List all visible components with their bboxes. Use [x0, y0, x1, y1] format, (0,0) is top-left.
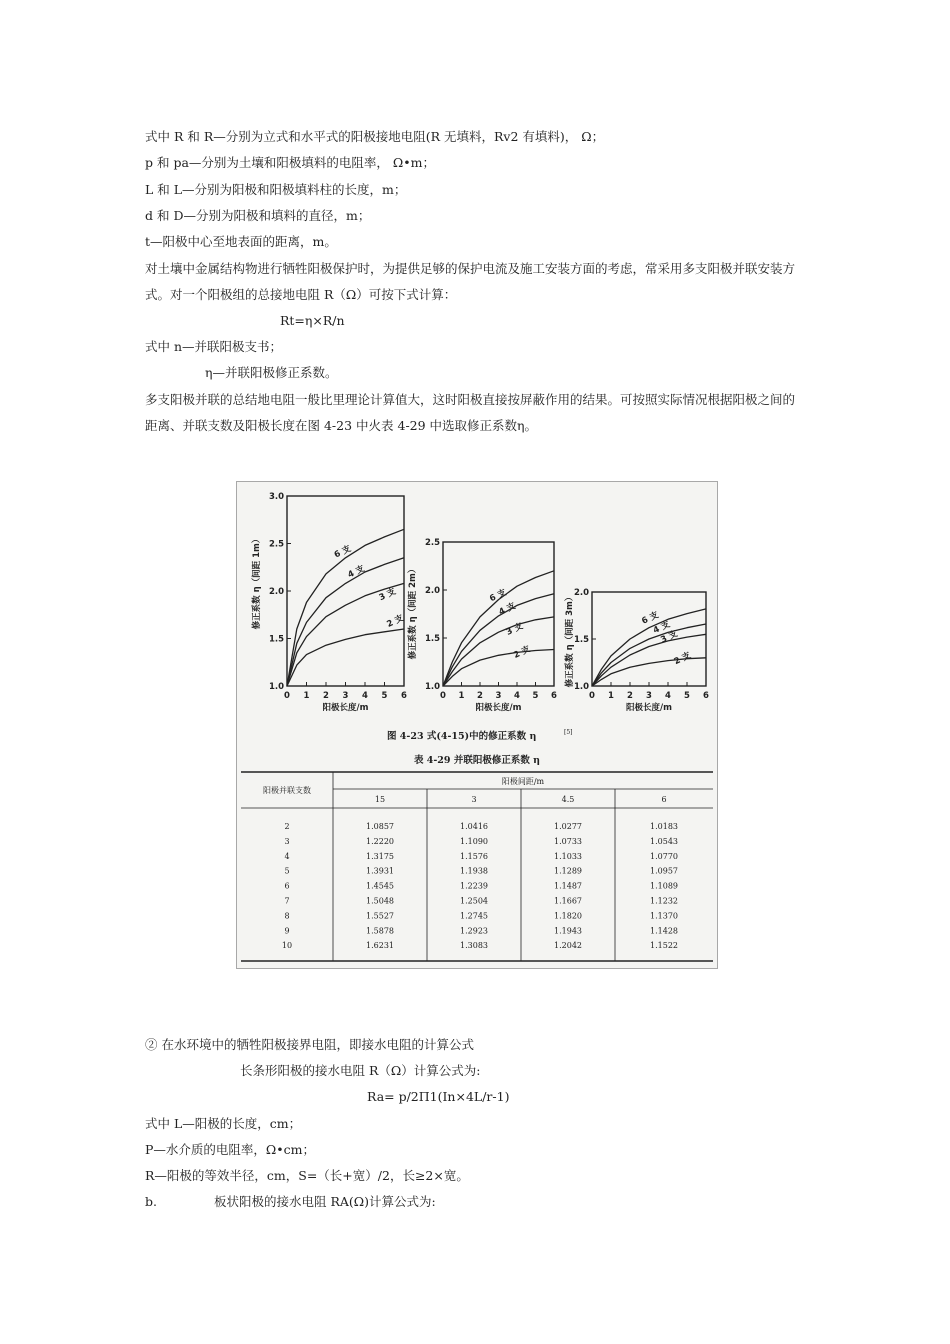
chart-2-y-tick-label: 2.0	[424, 586, 440, 596]
text-section-2-heading: ② 在水环境中的牺牲阳极接界电阻，即接水电阻的计算公式	[145, 1037, 474, 1052]
chart-1-y-axis-label: 修正系数 η（间距 1m）	[252, 534, 262, 630]
table-cell-count: 5	[284, 866, 290, 876]
table-cell-value: 1.2239	[460, 881, 488, 891]
chart-3-x-tick-label: 2	[627, 691, 633, 701]
table-title: 表 4-29 并联阳极修正系数 η	[413, 755, 541, 766]
text-paragraph-2-line-1: 多支阳极并联的总结地电阻一般比里理论计算值大，这时阳极直接按屏蔽作用的结果。可按照实际情况根据阳极之间的	[145, 392, 796, 407]
chart-1-x-tick-label: 1	[303, 691, 310, 701]
figure-svg	[237, 482, 717, 968]
table-cell-count: 4	[284, 851, 290, 861]
chart-3-x-tick-label: 3	[646, 691, 652, 701]
chart-1-y-tick-label: 1.5	[268, 634, 284, 645]
figure-scan	[236, 481, 718, 969]
table-row-header: 阳极并联支数	[263, 786, 311, 795]
chart-3-y-tick-label: 1.5	[573, 635, 589, 645]
table-cell-value: 1.0277	[554, 822, 582, 831]
table-column-header: 3	[471, 795, 477, 804]
chart-2-y-tick-label: 1.5	[424, 634, 440, 644]
table-cell-value: 1.1487	[554, 881, 582, 891]
chart-2-series-line	[443, 571, 554, 686]
chart-3-series-label: 3 支	[659, 629, 680, 646]
figure-caption-reference: [5]	[564, 729, 573, 736]
text-line-L-def: 式中 L—阳极的长度，cm；	[145, 1116, 302, 1131]
chart-1-x-tick-label: 3	[342, 691, 349, 701]
formula-total-resistance: Rt=η×R/n	[280, 313, 345, 328]
table-cell-value: 1.1089	[650, 881, 678, 891]
table-cell-value: 1.0183	[650, 822, 678, 831]
chart-3-x-tick-label: 6	[703, 691, 709, 701]
chart-1-x-tick-label: 0	[284, 691, 290, 701]
chart-2-series-label: 6 支	[488, 587, 509, 605]
chart-3-x-tick-label: 0	[589, 691, 595, 701]
chart-1-x-tick-label: 5	[381, 691, 388, 701]
chart-1-y-tick-label: 2.0	[268, 587, 284, 597]
table-cell-value: 1.0770	[650, 851, 678, 861]
table-column-header: 15	[374, 795, 386, 804]
table-cell-value: 1.3175	[366, 851, 394, 861]
formula-water-resistance: Ra= p/2Π1(In×4L/r-1)	[367, 1089, 510, 1104]
table-cell-value: 1.1232	[650, 896, 678, 906]
table-cell-value: 1.2220	[366, 836, 394, 846]
chart-1-series-label: 6 支	[332, 544, 353, 561]
text-line-resistance-def: 式中 R 和 R—分别为立式和水平式的阳极接地电阻(R 无填料，Rv2 有填料)， Ω；	[145, 129, 605, 144]
chart-3-y-tick-label: 1.0	[573, 682, 589, 692]
chart-2-x-tick-label: 4	[514, 691, 520, 701]
figure-caption: 图 4-23 式(4-15)中的修正系数 η	[387, 731, 537, 742]
table-cell-value: 1.6231	[366, 941, 394, 951]
chart-2-y-tick-label: 2.5	[424, 538, 440, 548]
text-line-eta-def: η—并联阳极修正系数。	[205, 365, 338, 380]
table-cell-count: 3	[284, 836, 290, 846]
table-cell-value: 1.1820	[554, 911, 582, 921]
table-cell-value: 1.5878	[366, 926, 394, 936]
text-line-n-def: 式中 n—并联阳极支书；	[145, 339, 283, 354]
table-cell-value: 1.1370	[650, 911, 678, 921]
table-cell-value: 1.0416	[460, 822, 488, 831]
chart-2-series-label: 3 支	[504, 621, 525, 638]
table-cell-count: 9	[284, 926, 290, 936]
chart-2-x-tick-label: 0	[440, 691, 446, 701]
chart-2-x-tick-label: 1	[458, 691, 465, 701]
chart-3-y-axis-label: 修正系数 η（间距 3m）	[565, 592, 575, 688]
table-group-header: 阳极间距/m	[501, 777, 545, 786]
chart-3-series-line	[592, 658, 706, 686]
chart-3-x-axis-label: 阳极长度/m	[626, 703, 672, 713]
text-line-diameter-def: d 和 D—分别为阳极和填料的直径，m；	[145, 208, 371, 223]
table-cell-value: 1.0957	[650, 866, 678, 876]
table-cell-value: 1.1938	[460, 866, 488, 876]
table-cell-value: 1.0857	[366, 822, 394, 831]
text-item-b-label: b.	[145, 1194, 157, 1209]
table-cell-value: 1.1033	[554, 851, 582, 861]
chart-3-series-label: 2 支	[672, 650, 693, 668]
chart-1-series-line	[287, 629, 404, 686]
chart-2-x-tick-label: 3	[495, 691, 502, 701]
text-paragraph-line-1: 对土壤中金属结构物进行牺牲阳极保护时，为提供足够的保护电流及施工安装方面的考虑，常采用多支阳极并联安装方	[145, 261, 796, 276]
table-cell-value: 1.1943	[554, 926, 582, 936]
chart-2-x-axis-label: 阳极长度/m	[475, 703, 522, 713]
text-paragraph-2-line-2: 距离、并联支数及阳极长度在图 4-23 中火表 4-29 中选取修正系数η。	[145, 418, 538, 433]
table-cell-value: 1.3931	[366, 866, 394, 876]
table-cell-value: 1.1576	[460, 851, 488, 861]
chart-2-plot-frame	[443, 542, 554, 686]
chart-1-y-tick-label: 2.5	[268, 539, 284, 550]
table-cell-value: 1.2042	[554, 941, 582, 951]
table-cell-value: 1.2504	[460, 896, 488, 906]
text-line-P-def: P—水介质的电阻率，Ω•cm；	[145, 1142, 316, 1157]
table-cell-value: 1.5048	[366, 896, 394, 906]
table-cell-value: 1.3083	[460, 941, 488, 951]
chart-2-x-tick-label: 2	[477, 691, 483, 701]
chart-1-x-tick-label: 4	[362, 691, 368, 701]
table-cell-value: 1.0543	[650, 836, 678, 846]
text-item-b: 板状阳极的接水电阻 RA(Ω)计算公式为:	[214, 1194, 436, 1209]
chart-2-series-line	[443, 617, 554, 686]
chart-3-y-tick-label: 2.0	[573, 588, 589, 598]
chart-2-y-tick-label: 1.0	[424, 682, 440, 692]
table-cell-value: 1.5527	[366, 911, 394, 921]
table-cell-value: 1.1522	[650, 941, 678, 951]
chart-3-x-tick-label: 1	[608, 691, 614, 701]
table-cell-count: 8	[284, 911, 290, 921]
table-cell-value: 1.2923	[460, 926, 488, 936]
table-column-header: 4.5	[561, 795, 575, 804]
table-cell-value: 1.1090	[460, 836, 488, 846]
table-cell-value: 1.1289	[554, 866, 582, 876]
table-cell-value: 1.1667	[554, 896, 582, 906]
chart-2-y-axis-label: 修正系数 η（间距 2m）	[408, 564, 418, 660]
table-cell-count: 2	[284, 822, 290, 831]
chart-1-x-tick-label: 6	[401, 691, 407, 701]
text-line-length-def: L 和 L—分别为阳极和阳极填料柱的长度，m；	[145, 182, 407, 197]
table-cell-value: 1.0733	[554, 836, 582, 846]
chart-1-y-tick-label: 1.0	[268, 682, 284, 692]
chart-2-x-tick-label: 6	[551, 691, 557, 701]
text-line-distance-def: t—阳极中心至地表面的距离，m。	[145, 234, 337, 249]
text-line-R-def: R—阳极的等效半径，cm，S=（长+宽）/2，长≥2×宽。	[145, 1168, 469, 1183]
chart-1-series-label: 3 支	[377, 586, 398, 604]
chart-1-series-label: 4 支	[346, 564, 367, 581]
chart-3-x-tick-label: 4	[665, 691, 671, 701]
table-cell-count: 10	[281, 941, 293, 951]
chart-1-x-tick-label: 2	[323, 691, 329, 701]
text-line-resistivity-def: p 和 pa—分别为土壤和阳极填料的电阻率， Ω•m；	[145, 155, 435, 170]
chart-3-series-label: 6 支	[640, 610, 661, 627]
table-cell-value: 1.4545	[366, 881, 394, 891]
chart-2-series-label: 4 支	[497, 601, 518, 618]
table-cell-value: 1.2745	[460, 911, 488, 921]
table-cell-count: 7	[284, 896, 290, 906]
text-strip-anode-formula-intro: 长条形阳极的接水电阻 R（Ω）计算公式为:	[240, 1063, 481, 1078]
chart-1-series-label: 2 支	[385, 613, 406, 630]
text-paragraph-line-2: 式。对一个阳极组的总接地电阻 R（Ω）可按下式计算：	[145, 287, 457, 302]
chart-3-x-tick-label: 5	[684, 691, 690, 701]
table-cell-value: 1.1428	[650, 926, 678, 936]
chart-1-y-tick-label: 3.0	[268, 492, 284, 502]
table-cell-count: 6	[284, 881, 290, 891]
chart-2-x-tick-label: 5	[532, 691, 539, 701]
table-column-header: 6	[661, 795, 667, 804]
chart-2-series-label: 2 支	[512, 644, 533, 661]
chart-3-series-label: 4 支	[651, 619, 672, 637]
chart-1-x-axis-label: 阳极长度/m	[322, 703, 369, 713]
